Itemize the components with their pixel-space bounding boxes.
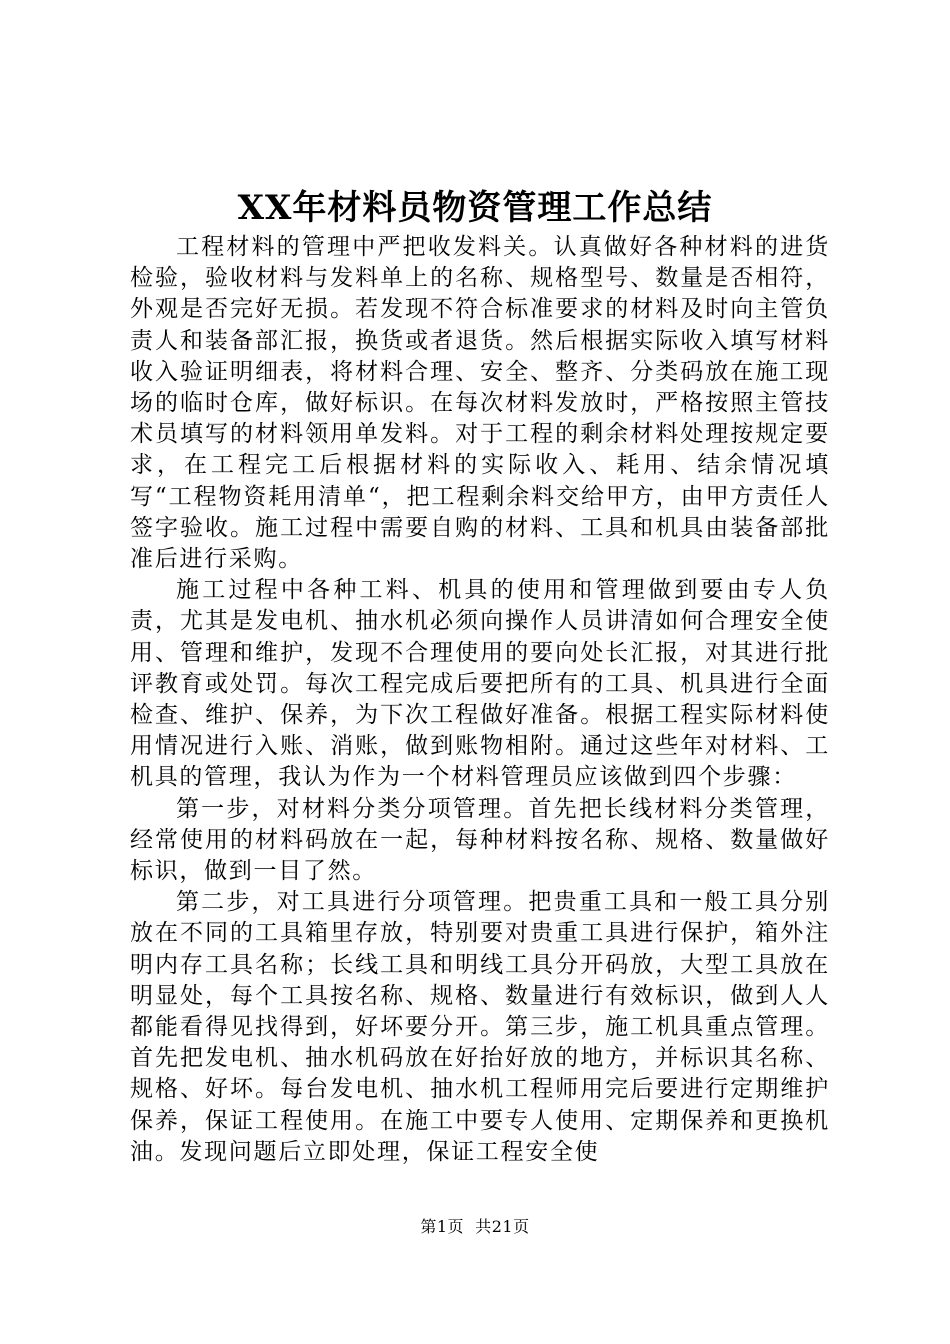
paragraph-2: 施工过程中各种工料、机具的使用和管理做到要由专人负责，尤其是发电机、抽水机必须向操作人员讲清如何合理安全使用、管理和维护，发现不合理使用的要向处长汇报，对其进行批评教育或处罚。每次工程完成后要把所有的工具、机具进行全面检查、维护、保养，为下次工程做好准备。根据工程实际材料使用情况进行入账、消账，做到账物相附。通过这些年对材料、工机具的管理，我认为作为一个材料管理员应该做到四个步骤： — [130, 577, 830, 791]
page-total: 共21页 — [475, 1217, 530, 1236]
page-number: 第1页 — [420, 1217, 465, 1236]
document-title: XX年材料员物资管理工作总结 — [237, 188, 713, 228]
paragraph-1: 工程材料的管理中严把收发料关。认真做好各种材料的进货检验，验收材料与发料单上的名称、规格型号、数量是否相符，外观是否完好无损。若发现不符合标准要求的材料及时向主管负责人和装备部汇报，换货或者退货。然后根据实际收入填写材料收入验证明细表，将材料合理、安全、整齐、分类码放在施工现场的临时仓库，做好标识。在每次材料发放时，严格按照主管技术员填写的材料领用单发料。对于工程的剩余材料处理按规定要求，在工程完工后根据材料的实际收入、耗用、结余情况填写“工程物资耗用清单“，把工程剩余料交给甲方，由甲方责任人签字验收。施工过程中需要自购的材料、工具和机具由装备部批准后进行采购。 — [130, 234, 830, 573]
paragraph-3: 第一步，对材料分类分项管理。首先把长线材料分类管理，经常使用的材料码放在一起，每种材料按名称、规格、数量做好标识，做到一目了然。 — [130, 795, 830, 885]
document-body — [130, 232, 830, 1168]
paragraph-4: 第二步，对工具进行分项管理。把贵重工具和一般工具分别放在不同的工具箱里存放，特别要对贵重工具进行保护，箱外注明内存工具名称；长线工具和明线工具分开码放，大型工具放在明显处，每个工具按名称、规格、数量进行有效标识，做到人人都能看得见找得到，好坏要分开。第三步，施工机具重点管理。首先把发电机、抽水机码放在好抬好放的地方，并标识其名称、规格、好坏。每台发电机、抽水机工程师用完后要进行定期维护保养，保证工程使用。在施工中要专人使用、定期保养和更换机油。发现问题后立即处理，保证工程安全使 — [130, 889, 830, 1165]
page-footer — [0, 1216, 950, 1238]
